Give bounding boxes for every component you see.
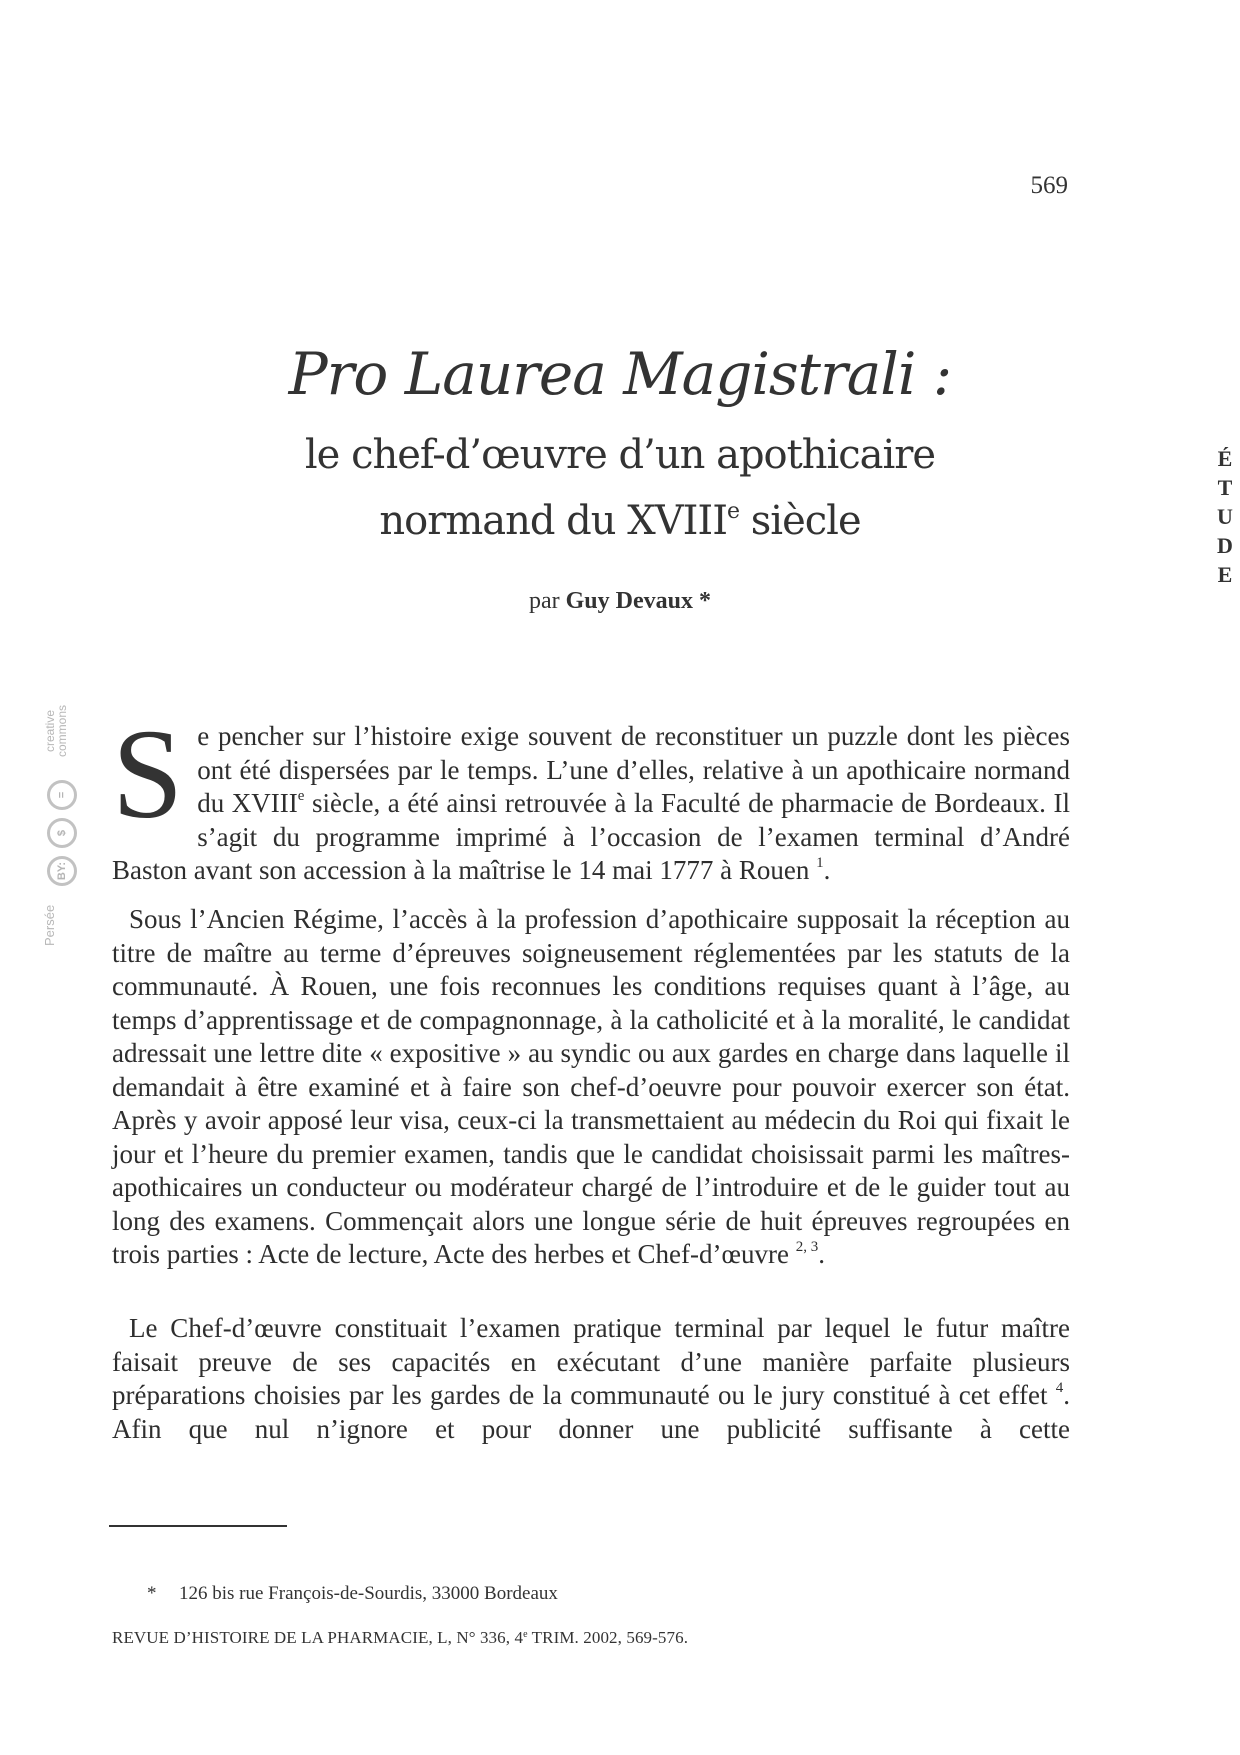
persee-logo: Persée <box>42 904 57 946</box>
article-subtitle-line-1: le chef-d’œuvre d’un apothicaire <box>304 432 936 478</box>
journal-text: REVUE D’HISTOIRE DE LA PHARMACIE, L, N° 336, 4 <box>112 1628 524 1647</box>
paragraph-text: . Afin que nul n’ignore et pour donner une publicité suffisante à cette <box>112 1380 1070 1444</box>
footnote-ref-2-3[interactable]: 2, 3 <box>795 1239 819 1255</box>
section-label-letter: U <box>1217 504 1233 529</box>
paragraph-text: e pencher sur l’histoire exige souvent de reconstituer un puzzle dont les pièces ont été dispersées par le temps. L’une d’elles, relative à un apothicaire normand du XVIII <box>197 721 1070 818</box>
cc-text-line: commons <box>55 705 69 758</box>
creative-commons-label <box>44 700 80 762</box>
footnote-divider <box>109 1525 287 1527</box>
subtitle-text: siècle <box>739 498 861 544</box>
journal-citation <box>112 1628 688 1648</box>
footnote-text: 126 bis rue François-de-Sourdis, 33000 Bordeaux <box>179 1583 558 1604</box>
subtitle-text: normand du XVIII <box>379 498 728 544</box>
article-title: Pro Laurea Magistrali : <box>288 340 952 408</box>
noderivatives-icon <box>47 780 77 810</box>
icon-glyph: $ <box>56 829 68 837</box>
superscript: e <box>727 499 740 524</box>
article-subtitle-line-2 <box>120 498 1120 544</box>
footnote-mark: * <box>147 1583 157 1604</box>
noncommercial-icon <box>47 818 77 848</box>
paragraph-text: siècle, a été ainsi retrouvée à la Faculté de pharmacie de Bordeaux. Il s’agit du programme imprimé à l’occasion de l’examen terminal d’André Baston avant son accession à la maîtrise le 14 mai 1777 à Rouen <box>112 788 1070 885</box>
license-strip[interactable] <box>44 700 80 990</box>
paragraph-text: Le Chef-d’œuvre constituait l’examen pratique terminal par lequel le futur maître faisait preuve de ses capacités en exécutant d’une manière parfaite plusieurs préparations choisies par les gardes de la communauté ou le jury constitué à cet effet <box>112 1313 1070 1410</box>
superscript: e <box>523 1629 528 1640</box>
footnote-ref-1[interactable]: 1 <box>816 855 824 871</box>
icon-glyph: BY: <box>55 861 68 881</box>
section-label-letter: É <box>1217 446 1233 471</box>
paragraph-text: Sous l’Ancien Régime, l’accès à la profession d’apothicaire supposait la réception au titre de maître au terme d’épreuves soigneusement réglementées par les statuts de la communauté. À Rouen, une fois reconnues les conditions requises quant à l’âge, au temps d’apprentissage et de compagnonnage, à la catholicité et à la moralité, le candidat adressait une lettre dite « expositive » au syndic ou aux gardes en charge dans laquelle il demandait à être examiné et à faire son chef-d’oeuvre pour pouvoir exercer son état. Après y avoir apposé leur visa, ceux-ci la transmettaient au médecin du Roi qui fixait le jour et l’heure du premier examen, tandis que le candidat choisissait parmi les maîtres-apothicaires un conducteur ou modérateur chargé de l’introduire et de le guider tout au long des examens. Commençait alors une longue série de huit épreuves regroupées en trois parties : Acte de lecture, Acte des herbes et Chef-d’œuvre <box>112 904 1070 1269</box>
paragraph-text: . <box>818 1239 825 1269</box>
section-label <box>1212 444 1238 589</box>
byline-prefix: par <box>528 588 566 614</box>
footnote-author-address <box>147 1583 558 1605</box>
byline <box>120 588 1120 615</box>
by-icon <box>47 856 77 886</box>
page-number: 569 <box>1030 172 1068 199</box>
section-label-letter: E <box>1217 562 1233 587</box>
cc-text-line: creative <box>43 709 57 753</box>
footnote-ref-4[interactable]: 4 <box>1055 1380 1064 1396</box>
drop-cap: S <box>112 703 184 845</box>
icon-glyph: = <box>56 791 68 799</box>
section-label-letter: D <box>1217 533 1233 558</box>
paragraph-3 <box>112 1312 1070 1446</box>
paragraph-text: . <box>823 855 831 885</box>
section-label-letter: T <box>1217 475 1233 500</box>
author-name: Guy Devaux * <box>565 588 711 614</box>
paragraph-1 <box>112 703 1070 888</box>
superscript: e <box>297 788 305 804</box>
journal-text: TRIM. 2002, 569-576. <box>527 1628 689 1647</box>
paragraph-2 <box>112 903 1070 1272</box>
